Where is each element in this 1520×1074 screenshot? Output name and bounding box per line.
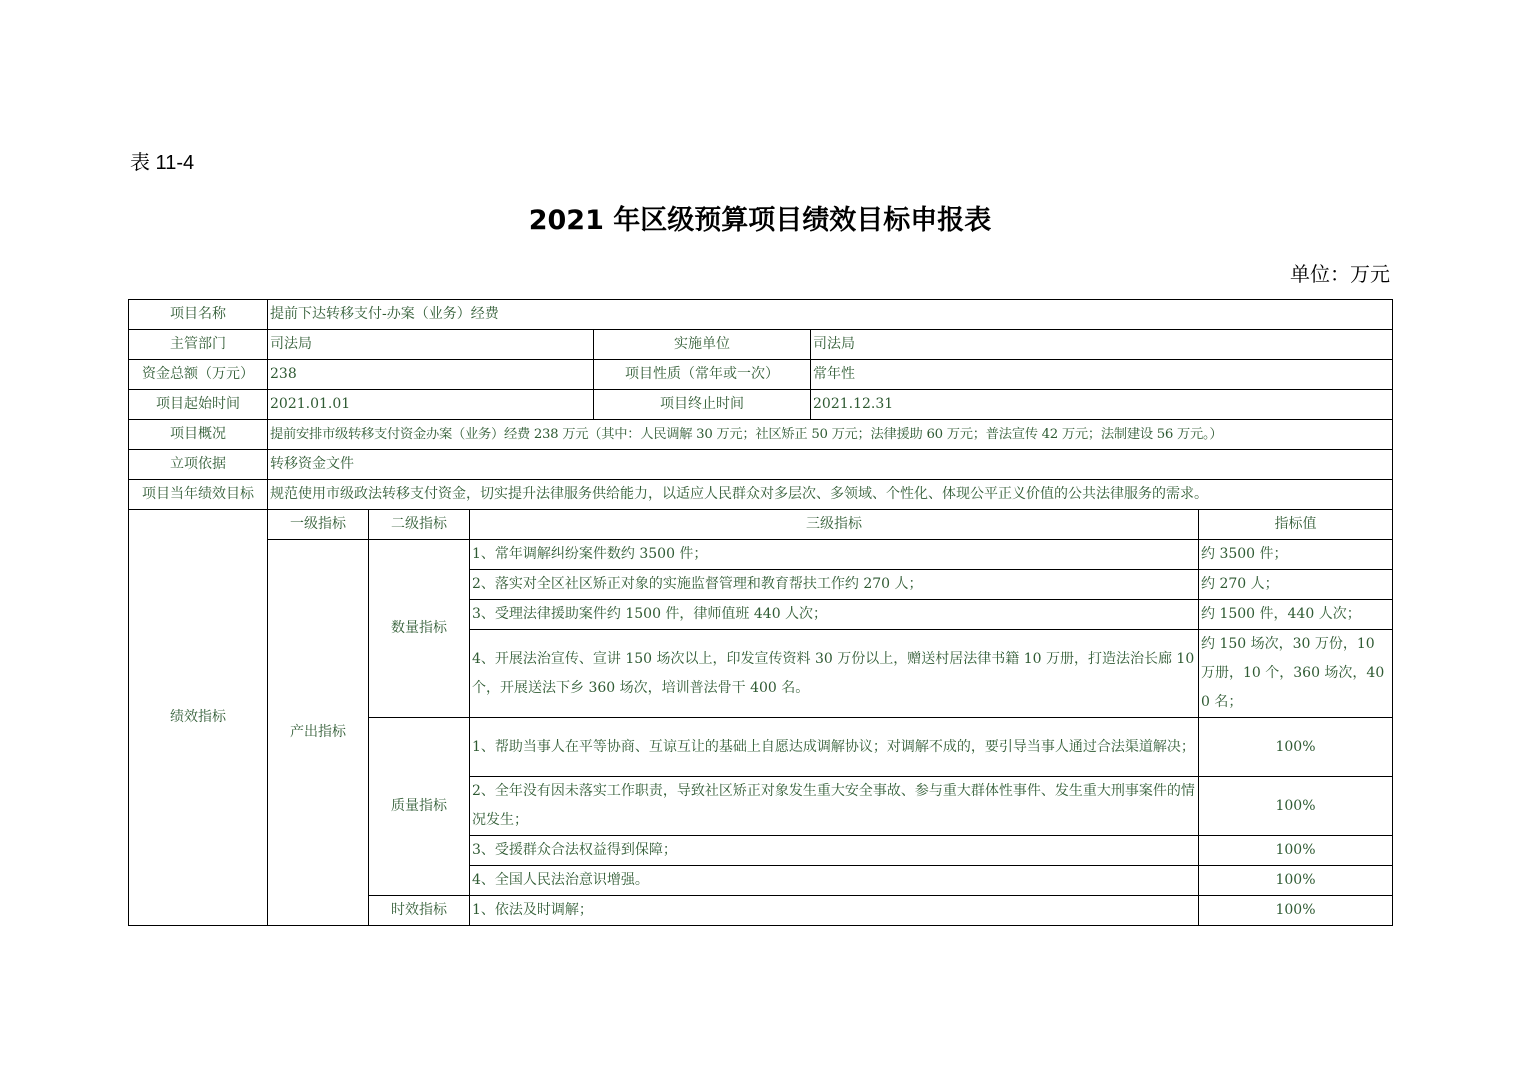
quality-item-text: 3、受援群众合法权益得到保障； — [470, 836, 1199, 866]
goal-label: 项目当年绩效目标 — [129, 480, 268, 510]
quantity-item-text: 1、常年调解纠纷案件数约 3500 件； — [470, 540, 1199, 570]
quality-item-value: 100% — [1199, 777, 1393, 836]
col-level1-header: 一级指标 — [268, 510, 369, 540]
timeliness-label: 时效指标 — [369, 896, 470, 926]
row-basis — [129, 450, 1393, 480]
quantity-label: 数量指标 — [369, 540, 470, 718]
overview-value: 提前安排市级转移支付资金办案（业务）经费 238 万元（其中：人民调解 30 万元；社区矫正 50 万元；法律援助 60 万元；普法宣传 42 万元；法制建设 56 万元。） — [268, 420, 1393, 450]
row-indicator-header — [129, 510, 1393, 540]
col-level2-header: 二级指标 — [369, 510, 470, 540]
quantity-item-text: 3、受理法律援助案件约 1500 件，律师值班 440 人次； — [470, 600, 1199, 630]
document-title: 2021 年区级预算项目绩效目标申报表 — [528, 205, 992, 236]
goal-value: 规范使用市级政法转移支付资金，切实提升法律服务供给能力，以适应人民群众对多层次、多领域、个性化、体现公平正义价值的公共法律服务的需求。 — [268, 480, 1393, 510]
row-project-name — [129, 300, 1393, 330]
row-overview — [129, 420, 1393, 450]
end-label: 项目终止时间 — [594, 390, 811, 420]
impl-value: 司法局 — [811, 330, 1393, 360]
timeliness-item-text: 1、依法及时调解； — [470, 896, 1199, 926]
nature-value: 常年性 — [811, 360, 1393, 390]
col-value-header: 指标值 — [1199, 510, 1393, 540]
basis-label: 立项依据 — [129, 450, 268, 480]
quantity-item-text: 4、开展法治宣传、宣讲 150 场次以上，印发宣传资料 30 万份以上，赠送村居法律书籍 10 万册，打造法治长廊 10 个，开展送法下乡 360 场次，培训普法骨干 400 名。 — [470, 630, 1199, 718]
table-row — [129, 540, 1393, 570]
quality-item-text: 2、全年没有因未落实工作职责，导致社区矫正对象发生重大安全事故、参与重大群体性事件、发生重大刑事案件的情况发生； — [470, 777, 1199, 836]
table-number: 表 11-4 — [130, 152, 195, 174]
quality-item-value: 100% — [1199, 718, 1393, 777]
quantity-item-value: 约 3500 件； — [1199, 540, 1393, 570]
performance-table — [128, 299, 1393, 926]
quality-item-text: 1、帮助当事人在平等协商、互谅互让的基础上自愿达成调解协议；对调解不成的，要引导当事人通过合法渠道解决； — [470, 718, 1199, 777]
indicators-section-label: 绩效指标 — [129, 510, 268, 926]
project-name-value: 提前下达转移支付-办案（业务）经费 — [268, 300, 1393, 330]
row-dates — [129, 390, 1393, 420]
timeliness-item-value: 100% — [1199, 896, 1393, 926]
unit-label: 单位：万元 — [1290, 262, 1390, 286]
end-value: 2021.12.31 — [811, 390, 1393, 420]
quality-item-value: 100% — [1199, 866, 1393, 896]
row-fund — [129, 360, 1393, 390]
quantity-item-text: 2、落实对全区社区矫正对象的实施监督管理和教育帮扶工作约 270 人； — [470, 570, 1199, 600]
quality-label: 质量指标 — [369, 718, 470, 896]
basis-value: 转移资金文件 — [268, 450, 1393, 480]
dept-label: 主管部门 — [129, 330, 268, 360]
start-value: 2021.01.01 — [268, 390, 594, 420]
fund-value: 238 — [268, 360, 594, 390]
col-level3-header: 三级指标 — [470, 510, 1199, 540]
row-dept — [129, 330, 1393, 360]
overview-label: 项目概况 — [129, 420, 268, 450]
impl-label: 实施单位 — [594, 330, 811, 360]
row-goal — [129, 480, 1393, 510]
fund-label: 资金总额（万元） — [129, 360, 268, 390]
start-label: 项目起始时间 — [129, 390, 268, 420]
quantity-item-value: 约 150 场次，30 万份，10 万册，10 个，360 场次，400 名； — [1199, 630, 1393, 718]
quantity-item-value: 约 1500 件，440 人次； — [1199, 600, 1393, 630]
nature-label: 项目性质（常年或一次） — [594, 360, 811, 390]
quality-item-text: 4、全国人民法治意识增强。 — [470, 866, 1199, 896]
level1-output-label: 产出指标 — [268, 540, 369, 926]
dept-value: 司法局 — [268, 330, 594, 360]
quantity-item-value: 约 270 人； — [1199, 570, 1393, 600]
quality-item-value: 100% — [1199, 836, 1393, 866]
project-name-label: 项目名称 — [129, 300, 268, 330]
